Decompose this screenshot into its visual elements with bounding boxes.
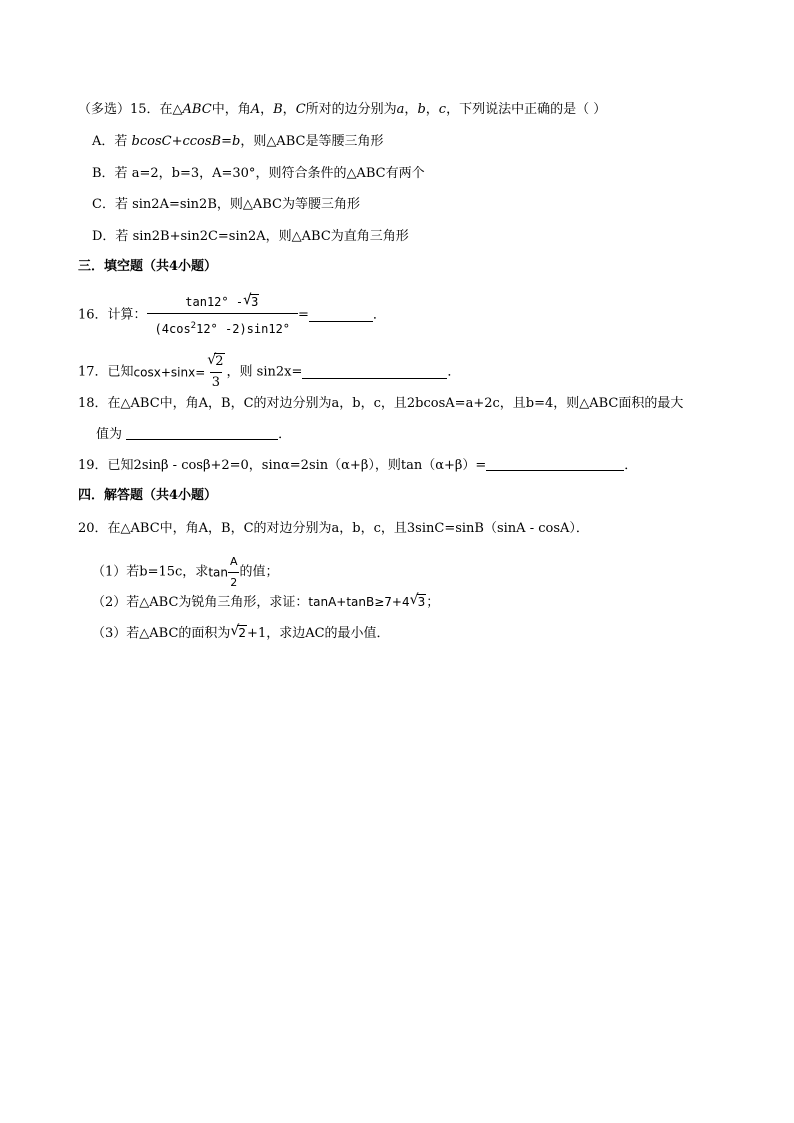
q20-p1-tan: tan (208, 565, 228, 580)
opt-b-result: ，则符合条件的△ABC有两个 (255, 166, 425, 181)
q17-label: 17．已知 (78, 364, 134, 380)
opt-c-expr: sin2A=sin2B (132, 197, 217, 212)
question-20-stem: 20．在△ABC中，角A，B，C的对边分别为a，b，c，且3sinC=sinB（sinA - cosA）． (78, 521, 589, 536)
question-18-line-1: 18．在△ABC中，角A，B，C的对边分别为a，b，c，且2bcosA=a+2c，且b=4，则△ABC面积的最大 (78, 396, 684, 411)
q20-p2-pre: （2）若△ABC为锐角三角形，求证： (92, 595, 309, 610)
section-4-title: 四．解答题（共4小题） (78, 488, 218, 503)
opt-b-expr: a=2，b=3，A=30° (131, 166, 256, 181)
question-20-part-2 (92, 594, 439, 611)
q17-answer-blank[interactable] (302, 366, 447, 379)
q15-mid: 中，角 (211, 102, 251, 117)
q20-p1-num: A (229, 555, 238, 568)
q17-end: ． (447, 364, 461, 380)
q20-p3-sqrt-body: 2 (238, 626, 247, 640)
opt-b-label: B．若 (92, 166, 128, 181)
q15-side-a: a (396, 102, 405, 117)
q17-mid: ，则 sin2x= (226, 364, 303, 380)
opt-a-result: ，则△ABC是等腰三角形 (240, 134, 384, 149)
q17-sqrt-body: 2 (215, 354, 224, 369)
q16-label: 16．计算： (78, 307, 147, 323)
q17-denominator: 3 (210, 372, 222, 393)
question-20-part-1 (92, 552, 279, 593)
q16-den-rest: 12° -2)sin12° (196, 322, 291, 336)
question-19 (78, 458, 637, 474)
q15-var-b: B (273, 102, 283, 117)
q15-prefix: （多选）15．在△ (78, 102, 183, 117)
q16-den-sup: 2 (190, 321, 197, 331)
q16-den-text: (4cos (154, 322, 191, 336)
q20-p1-post: 的值； (239, 564, 279, 580)
question-18-line-2 (96, 427, 291, 443)
q17-expr: cosx+sinx= (133, 365, 206, 380)
q15-side-c: c (438, 102, 447, 117)
q19-end: ． (624, 458, 638, 473)
section-3-title: 三．填空题（共4小题） (78, 259, 218, 274)
q16-answer-blank[interactable] (309, 309, 373, 322)
question-15-option-b (92, 166, 425, 182)
q16-sqrt: √ 3 (243, 292, 259, 309)
opt-a-label: A．若 (92, 134, 128, 149)
q16-denominator (147, 313, 298, 339)
q15-var-c: C (295, 102, 306, 117)
q18-end: ． (278, 427, 292, 442)
opt-c-result: ，则△ABC为等腰三角形 (216, 197, 361, 212)
q20-p3-post: +1，求边AC的最小值． (247, 626, 390, 641)
q17-fraction (205, 352, 226, 393)
question-15-option-d (92, 229, 409, 245)
q16-end: ． (372, 307, 386, 323)
q20-p2-end: ； (426, 595, 440, 610)
q20-p3-pre: （3）若△ABC的面积为 (92, 626, 231, 641)
q16-num-text: tan12° - (185, 295, 244, 309)
q20-p1-fraction (228, 552, 240, 593)
q20-p1-pre: （1）若b=15c，求 (92, 564, 209, 580)
q19-text: 19．已知2sinβ - cosβ+2=0，sinα=2sin（α+β），则tan（α+β）= (78, 458, 487, 473)
q16-numerator (171, 292, 273, 313)
question-20-part-3 (92, 625, 390, 642)
opt-a-expr: bcosC+ccosB=b (131, 134, 241, 149)
q15-tail: 所对的边分别为 (305, 102, 397, 117)
q18-line2-text: 值为 (96, 427, 123, 442)
q20-p2-sqrt: √ 3 (409, 592, 426, 609)
question-15-option-a (92, 134, 383, 150)
q15-side-b: b (417, 102, 426, 117)
question-15-stem: （多选）15．在△ABC中，角A，B，C所对的边分别为a，b，c，下列说法中正确的是（ ） (78, 102, 607, 117)
question-16 (78, 292, 386, 339)
q20-p2-expr: tanA+tanB≥7+4 (308, 595, 410, 609)
q19-answer-blank[interactable] (486, 458, 624, 471)
q17-numerator (205, 352, 226, 372)
q17-sqrt: √ 2 (207, 352, 224, 369)
q15-var-a: A (250, 102, 261, 117)
question-15-option-c (92, 197, 360, 213)
q20-p3-sqrt: √ 2 (230, 623, 247, 640)
q15-abc: ABC (182, 102, 212, 117)
q18-answer-blank[interactable] (126, 427, 278, 440)
q15-end: ，下列说法中正确的是（ ） (446, 102, 607, 117)
q16-fraction (147, 292, 298, 339)
q16-sqrt-body: 3 (251, 295, 259, 309)
q16-equals: = (298, 307, 309, 323)
question-17 (78, 352, 460, 393)
opt-d-expr: sin2B+sin2C=sin2A (132, 229, 266, 244)
opt-d-result: ，则△ABC为直角三角形 (265, 229, 409, 244)
q20-p1-den: 2 (228, 572, 239, 593)
opt-d-label: D．若 (92, 229, 129, 244)
q20-p2-sqrt-body: 3 (417, 595, 426, 609)
opt-c-label: C．若 (92, 197, 128, 212)
